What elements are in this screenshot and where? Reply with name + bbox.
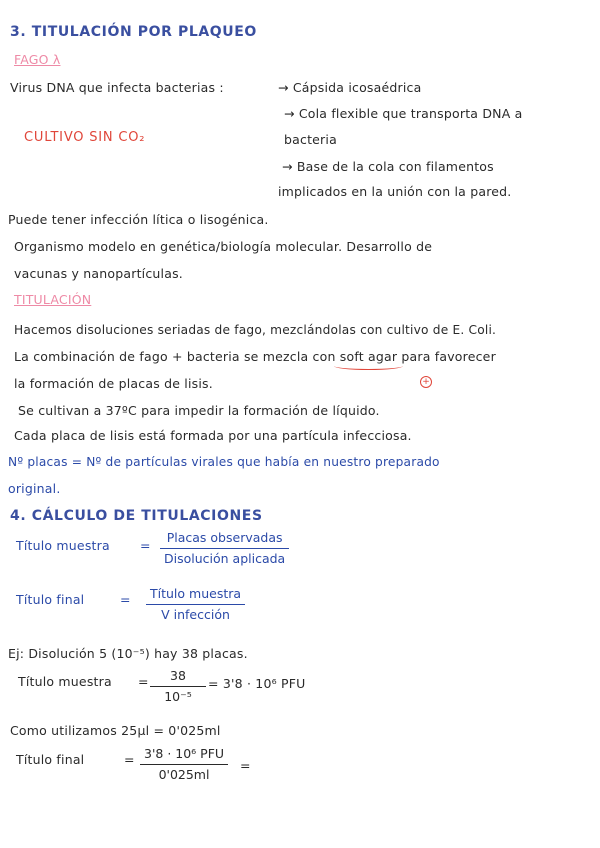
fago-title: FAGO λ bbox=[14, 52, 61, 67]
para-dilutions: Hacemos disoluciones seriadas de fago, mezclándolas con cultivo de E. Coli. bbox=[14, 323, 497, 337]
plus-circle-icon: + bbox=[420, 376, 432, 388]
calc1-left: Título muestra bbox=[18, 674, 112, 689]
formula1-numerator: Placas observadas bbox=[160, 530, 289, 549]
calc1-denominator: 10⁻⁵ bbox=[164, 689, 192, 704]
section-4-heading: 4. CÁLCULO DE TITULACIONES bbox=[10, 508, 263, 524]
section-3-heading: 3. TITULACIÓN POR PLAQUEO bbox=[10, 24, 257, 40]
para-lysis: la formación de placas de lisis. bbox=[14, 376, 213, 391]
bullet-tail: → Cola flexible que transporta DNA a bbox=[284, 106, 523, 121]
formula1-equals: = bbox=[140, 538, 151, 553]
calc2-equals: = bbox=[124, 752, 135, 767]
titration-title: TITULACIÓN bbox=[14, 292, 92, 307]
formula1-denominator: Disolución aplicada bbox=[164, 551, 286, 566]
plaque-count-rule: Nº placas = Nº de partículas virales que había en nuestro preparado bbox=[8, 455, 440, 469]
formula1-left: Título muestra bbox=[16, 538, 110, 553]
formula2-numerator: Título muestra bbox=[146, 586, 245, 605]
volume-line: Como utilizamos 25µl = 0'025ml bbox=[10, 723, 221, 738]
formula2-equals: = bbox=[120, 592, 131, 607]
calc1-numerator: 38 bbox=[150, 668, 206, 687]
bullet-tail-cont: bacteria bbox=[284, 132, 337, 147]
para-combination-post: para favorecer bbox=[401, 349, 496, 364]
infection-line: Puede tener infección lítica o lisogénica. bbox=[8, 212, 269, 227]
formula2-left: Título final bbox=[16, 592, 85, 607]
calc2-tail-equals: = bbox=[240, 758, 251, 773]
bullet-base-cont: implicados en la unión con la pared. bbox=[278, 184, 512, 199]
calc1-result: = 3'8 · 10⁶ PFU bbox=[208, 676, 306, 691]
calc2-numerator: 3'8 · 10⁶ PFU bbox=[140, 746, 228, 765]
plaque-count-rule-cont: original. bbox=[8, 481, 61, 496]
para-combination bbox=[14, 349, 496, 365]
soft-agar: soft agar bbox=[339, 349, 398, 364]
bullet-capsid: → Cápsida icosaédrica bbox=[278, 80, 422, 95]
model-line: Organismo modelo en genética/biología molecular. Desarrollo de bbox=[14, 239, 433, 254]
culture-note: CULTIVO SIN CO₂ bbox=[24, 130, 146, 145]
calc1-equals: = bbox=[138, 674, 149, 689]
formula2-fraction bbox=[146, 586, 245, 623]
calc1-fraction bbox=[150, 668, 206, 705]
example-line: Ej: Disolución 5 (10⁻⁵) hay 38 placas. bbox=[8, 646, 248, 661]
bullet-base: → Base de la cola con filamentos bbox=[282, 159, 494, 174]
calc2-denominator: 0'025ml bbox=[158, 767, 210, 782]
para-culture-temp: Se cultivan a 37ºC para impedir la formación de líquido. bbox=[18, 403, 380, 418]
para-combination-pre: La combinación de fago + bacteria se mezcla con bbox=[14, 349, 336, 364]
formula1-fraction bbox=[160, 530, 289, 567]
model-line-cont: vacunas y nanopartículas. bbox=[14, 266, 183, 281]
formula2-denominator: V infección bbox=[161, 607, 230, 622]
calc2-fraction bbox=[140, 746, 228, 783]
virus-label: Virus DNA que infecta bacterias : bbox=[10, 80, 224, 95]
calc2-left: Título final bbox=[16, 752, 85, 767]
para-plaque: Cada placa de lisis está formada por una partícula infecciosa. bbox=[14, 428, 412, 443]
